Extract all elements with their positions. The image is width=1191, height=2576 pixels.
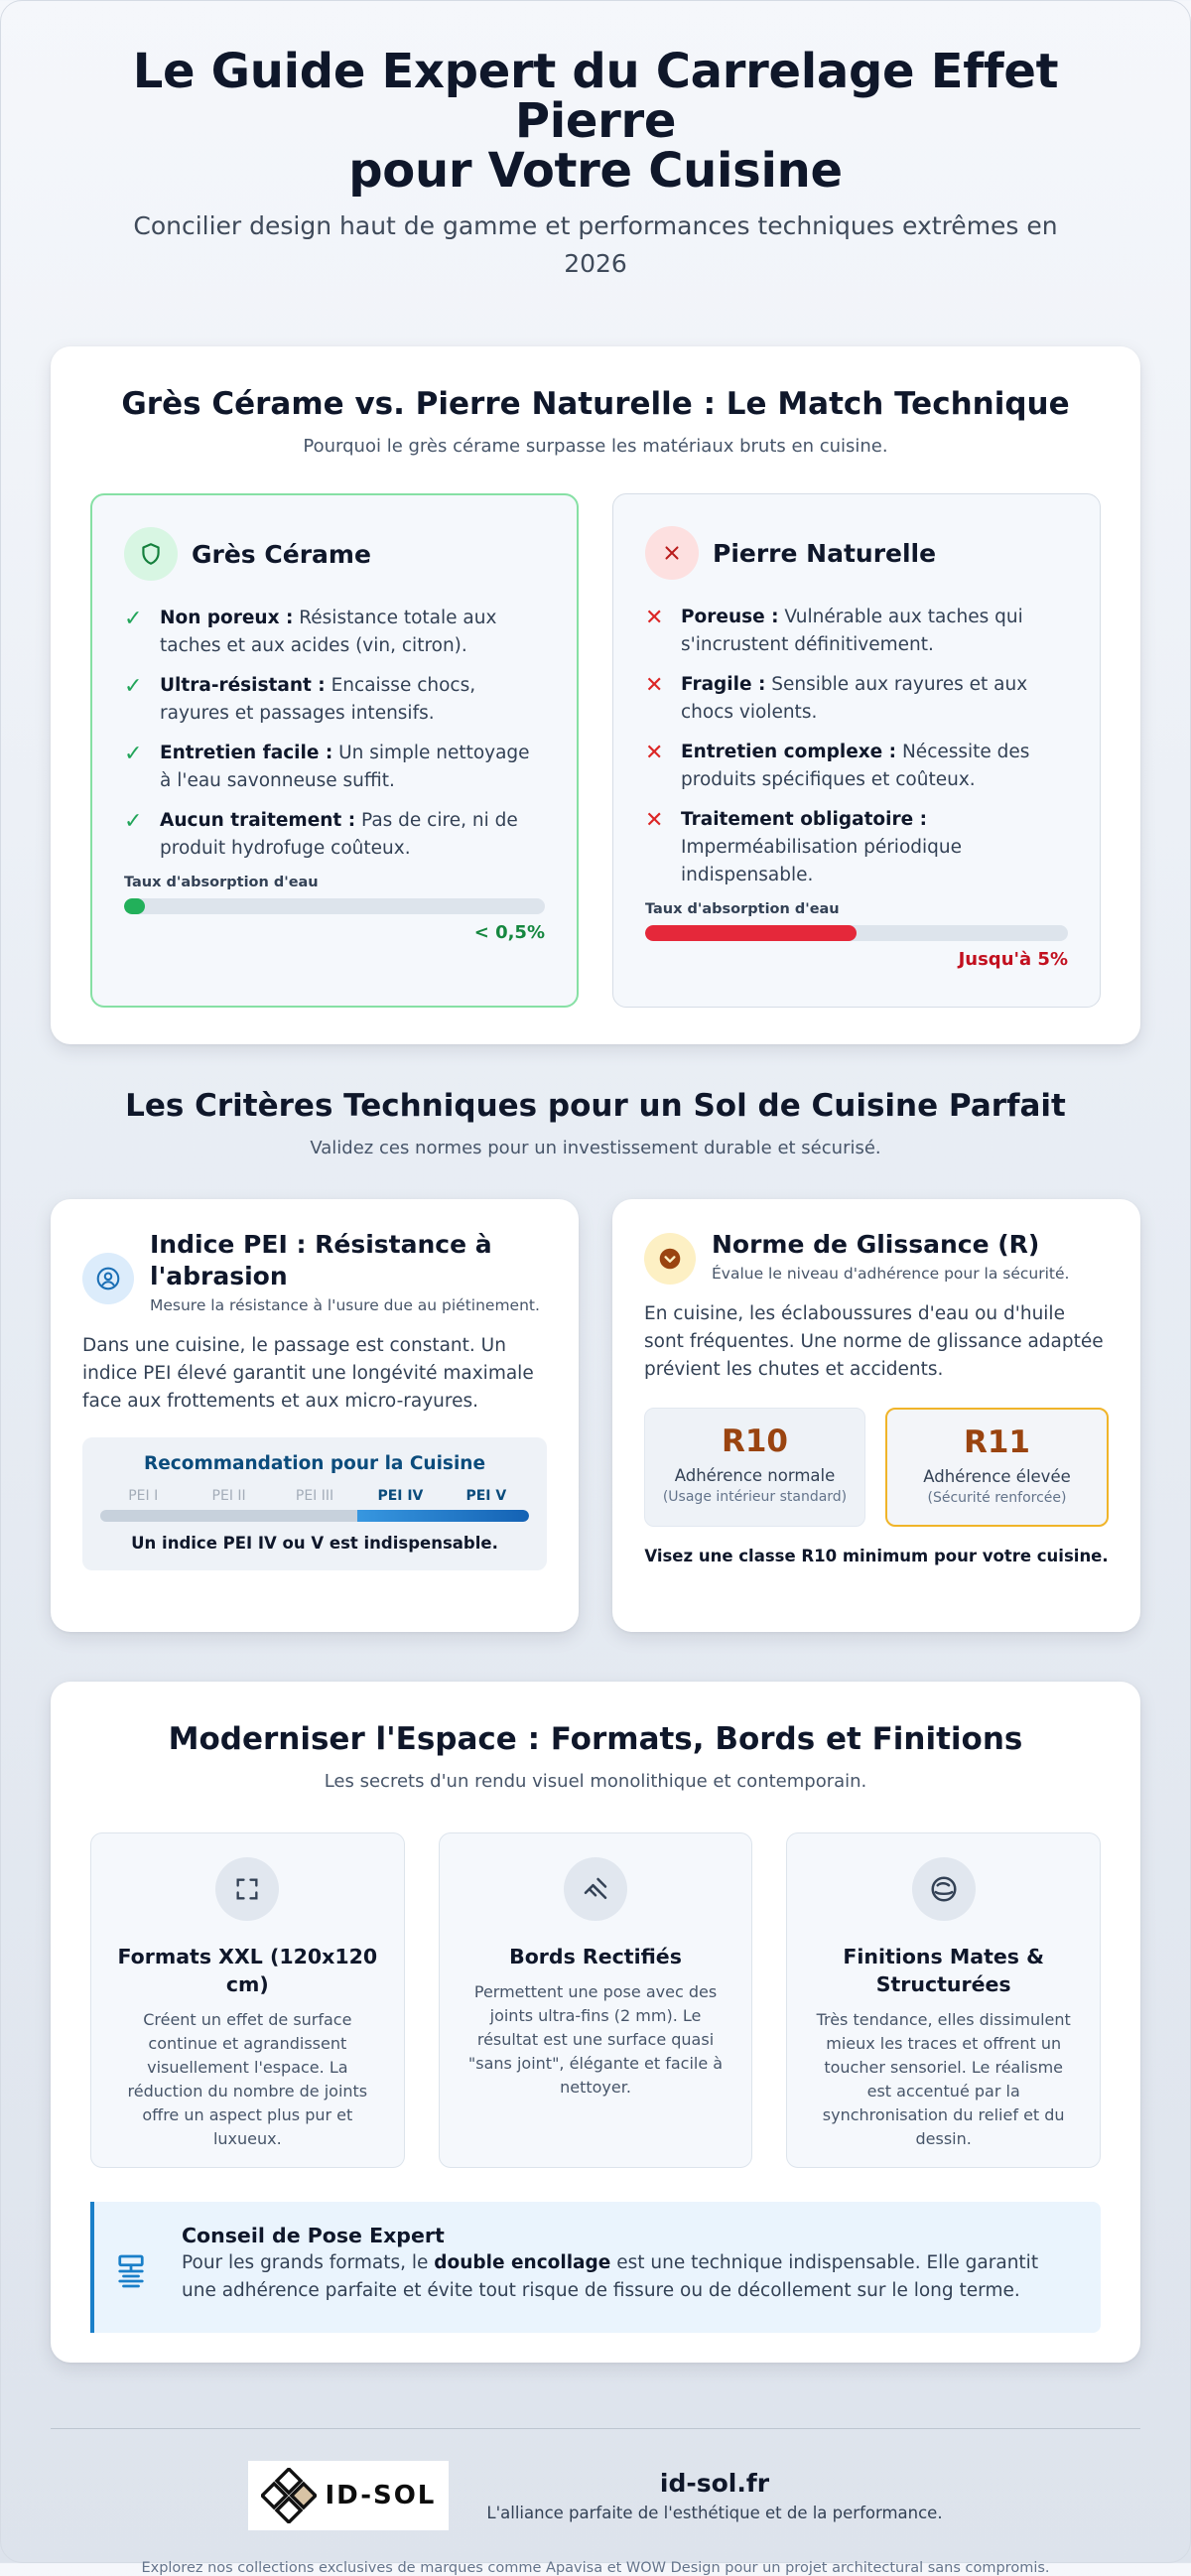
item-text: Sensible aux rayures et aux chocs violents. xyxy=(681,674,1028,723)
slip-body: En cuisine, les éclaboussures d'eau ou d'huile sont fréquentes. Une norme de glissance adaptée prévient les chutes et accidents. xyxy=(644,1303,1104,1380)
class-code: R10 xyxy=(721,1424,788,1459)
pei-scale-fill xyxy=(357,1510,529,1522)
item-text: Imperméabilisation périodique indispensable. xyxy=(681,837,963,885)
class-detail: (Usage intérieur standard) xyxy=(662,1489,848,1505)
class-r10 xyxy=(644,1408,865,1527)
absorption-value: Jusqu'à 5% xyxy=(958,949,1068,970)
cross-icon xyxy=(645,526,699,580)
tip-body-end: est une technique indispensable. Elle garantit une adhérence parfaite et évite tout risque de fissure ou de décollement sur le long terme. xyxy=(182,2252,1039,2301)
pierre-header xyxy=(645,526,1068,580)
list-item xyxy=(124,807,545,863)
class-name: Adhérence élevée xyxy=(923,1467,1071,1486)
trowel-icon xyxy=(116,2253,156,2333)
tip-title: Conseil de Pose Expert xyxy=(182,2224,445,2247)
logo-diamond-icon xyxy=(261,2468,317,2523)
item-text: Résistance totale aux taches et aux acides (vin, citron). xyxy=(160,608,497,656)
tip-body-start: Pour les grands formats, le xyxy=(182,2252,429,2273)
gres-list xyxy=(124,605,545,863)
slip-header-text xyxy=(712,1229,1069,1285)
footer-brand xyxy=(51,2461,1140,2530)
absorption-bar-fill xyxy=(645,925,857,941)
pei-level-label: PEI III xyxy=(295,1488,334,1504)
absorption-label: Taux d'absorption d'eau xyxy=(645,901,840,917)
criteria-title: Les Critères Techniques pour un Sol de Cuisine Parfait xyxy=(125,1088,1066,1124)
item-text: Nécessite des produits spécifiques et coûteux. xyxy=(681,742,1030,790)
hero xyxy=(51,44,1140,283)
tip-body-bold: double encollage xyxy=(434,2252,611,2273)
comparison-title: Grès Cérame vs. Pierre Naturelle : Le Match Technique xyxy=(121,386,1070,422)
gres-title: Grès Cérame xyxy=(192,539,371,569)
pei-header xyxy=(82,1229,547,1316)
pei-scale-labels xyxy=(100,1488,529,1504)
class-code: R11 xyxy=(963,1424,1030,1460)
criteria-header xyxy=(51,1086,1140,1161)
reco-note: Un indice PEI IV ou V est indispensable. xyxy=(131,1534,498,1553)
slip-title: Norme de Glissance (R) xyxy=(712,1230,1040,1259)
gres-header xyxy=(124,527,545,581)
pei-level-label: PEI I xyxy=(128,1488,159,1504)
feature-cards xyxy=(90,1832,1101,2168)
feature-title: Bords Rectifiés xyxy=(509,1945,682,1968)
pierre-card xyxy=(612,493,1101,1008)
comparison-subtitle: Pourquoi le grès cérame surpasse les matériaux bruts en cuisine. xyxy=(303,436,888,457)
logo-wordmark: ID-SOL xyxy=(325,2481,437,2510)
list-item xyxy=(645,604,1068,659)
slip-subtitle: Évalue le niveau d'adhérence pour la sécurité. xyxy=(712,1265,1070,1283)
list-item xyxy=(124,605,545,660)
absorption-value: < 0,5% xyxy=(473,922,545,943)
item-text: Encaisse chocs, rayures et passages intensifs. xyxy=(160,675,476,724)
ruler-cut-icon xyxy=(564,1857,627,1921)
list-item xyxy=(645,806,1068,889)
item-label: Poreuse : xyxy=(681,607,779,627)
item-label: Entretien facile : xyxy=(160,743,333,763)
check-icon: ✓ xyxy=(124,809,143,834)
expand-icon xyxy=(215,1857,279,1921)
modern-section xyxy=(51,1682,1140,2363)
gres-absorption xyxy=(124,875,545,943)
feature-card xyxy=(786,1832,1101,2168)
absorption-bar xyxy=(124,898,545,914)
pei-level-label-highlight: PEI V xyxy=(465,1488,507,1504)
page-subtitle: Concilier design haut de gamme et performances techniques extrêmes en 2026 xyxy=(133,211,1058,278)
user-circle-icon xyxy=(82,1253,134,1304)
feature-card xyxy=(439,1832,753,2168)
pei-header-text xyxy=(150,1229,547,1316)
item-text: Vulnérable aux taches qui s'incrustent définitivement. xyxy=(681,607,1023,655)
comparison-columns xyxy=(90,493,1101,1008)
list-item xyxy=(124,740,545,795)
slip-note: Visez une classe R10 minimum pour votre cuisine. xyxy=(644,1547,1109,1565)
slip-classes xyxy=(644,1408,1109,1527)
reco-title: Recommandation pour la Cuisine xyxy=(143,1453,486,1474)
item-text: Un simple nettoyage à l'eau savonneuse suffit. xyxy=(160,743,530,791)
pei-subtitle: Mesure la résistance à l'usure due au piétinement. xyxy=(150,1296,540,1314)
footer-divider xyxy=(51,2428,1140,2429)
footer xyxy=(51,2461,1140,2576)
expert-tip xyxy=(90,2202,1101,2333)
feature-title: Finitions Mates & Structurées xyxy=(843,1945,1044,1996)
shield-icon xyxy=(124,527,178,581)
criteria-cards xyxy=(51,1199,1140,1632)
feature-title: Formats XXL (120x120 cm) xyxy=(117,1945,378,1996)
pei-level-label: PEI II xyxy=(211,1488,246,1504)
tip-text xyxy=(182,2224,1075,2333)
footer-note: Explorez nos collections exclusives de marques comme Apavisa et WOW Design pour un projet architectural sans compromis. xyxy=(141,2560,1050,2576)
item-label: Traitement obligatoire : xyxy=(681,809,927,830)
pei-scale-bar xyxy=(100,1510,529,1522)
item-label: Non poreux : xyxy=(160,608,294,628)
pei-recommendation xyxy=(82,1437,547,1570)
badge-chevron-icon xyxy=(644,1233,696,1285)
feature-body: Très tendance, elles dissimulent mieux les traces et offrent un toucher sensoriel. Le réalisme est accentué par la synchronisation du relief et du dessin. xyxy=(816,2010,1071,2148)
item-label: Aucun traitement : xyxy=(160,810,356,831)
check-icon: ✓ xyxy=(124,742,143,766)
class-r11 xyxy=(885,1408,1109,1527)
pei-body: Dans une cuisine, le passage est constant. Un indice PEI élevé garantit une longévité maximale face aux frottements et aux micro-rayures. xyxy=(82,1335,534,1412)
item-label: Fragile : xyxy=(681,674,766,695)
comparison-section xyxy=(51,346,1140,1044)
slip-header xyxy=(644,1229,1109,1285)
item-label: Ultra-résistant : xyxy=(160,675,326,696)
check-icon: ✓ xyxy=(124,674,143,699)
gres-card xyxy=(90,493,579,1008)
class-name: Adhérence normale xyxy=(674,1466,836,1485)
item-label: Entretien complexe : xyxy=(681,742,897,762)
list-item xyxy=(124,672,545,728)
list-item xyxy=(645,739,1068,794)
pierre-list xyxy=(645,604,1068,889)
item-text: Pas de cire, ni de produit hydrofuge coûteux. xyxy=(160,810,518,859)
absorption-label: Taux d'absorption d'eau xyxy=(124,875,319,890)
modern-subtitle: Les secrets d'un rendu visuel monolithique et contemporain. xyxy=(324,1771,867,1792)
footer-text xyxy=(486,2469,942,2522)
footer-domain[interactable]: id-sol.fr xyxy=(659,2469,770,2498)
class-detail: (Sécurité renforcée) xyxy=(927,1490,1067,1506)
absorption-bar xyxy=(645,925,1068,941)
list-item xyxy=(645,671,1068,727)
texture-circle-icon xyxy=(912,1857,976,1921)
pei-title: Indice PEI : Résistance à l'abrasion xyxy=(150,1230,492,1290)
pierre-title: Pierre Naturelle xyxy=(713,538,937,568)
brand-logo xyxy=(248,2461,449,2530)
page-title-line2: pour Votre Cuisine xyxy=(348,143,843,199)
feature-card xyxy=(90,1832,405,2168)
check-icon: ✓ xyxy=(124,607,143,631)
footer-tagline: L'alliance parfaite de l'esthétique et de la performance. xyxy=(486,2504,943,2522)
x-mark-icon: ✕ xyxy=(645,741,664,765)
modern-title: Moderniser l'Espace : Formats, Bords et Finitions xyxy=(168,1721,1023,1757)
pei-level-label-highlight: PEI IV xyxy=(377,1488,424,1504)
x-mark-icon: ✕ xyxy=(645,606,664,630)
feature-body: Créent un effet de surface continue et agrandissent visuellement l'espace. La réduction du nombre de joints offre un aspect plus pur et luxueux. xyxy=(127,2010,368,2148)
x-mark-icon: ✕ xyxy=(645,808,664,833)
feature-body: Permettent une pose avec des joints ultra-fins (2 mm). Le résultat est une surface quasi "sans joint", élégante et facile à nettoyer. xyxy=(467,1982,724,2097)
page-title-line1: Le Guide Expert du Carrelage Effet Pierre xyxy=(132,44,1059,149)
page-title xyxy=(51,44,1140,199)
criteria-subtitle: Validez ces normes pour un investissement durable et sécurisé. xyxy=(310,1138,881,1158)
pei-card xyxy=(51,1199,579,1632)
tip-body xyxy=(182,2249,1075,2305)
x-mark-icon: ✕ xyxy=(645,673,664,698)
pierre-absorption xyxy=(645,901,1068,970)
absorption-bar-fill xyxy=(124,898,145,914)
slip-card xyxy=(612,1199,1140,1632)
